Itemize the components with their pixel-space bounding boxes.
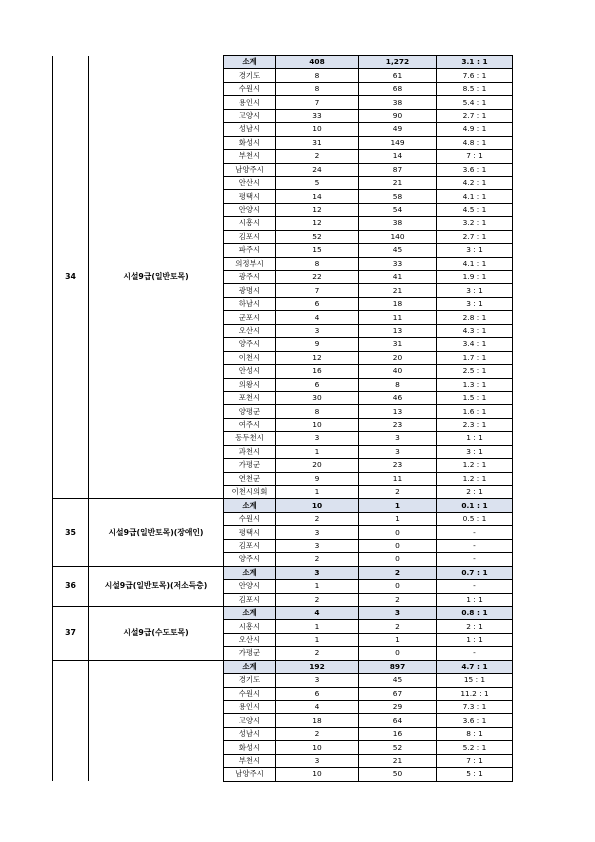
group-title: 시설9급(일반토목)(저소득층): [89, 566, 224, 606]
ratio-cell: 7.3 : 1: [437, 701, 513, 714]
positions-cell: 3: [276, 432, 359, 445]
ratio-cell: -: [437, 647, 513, 660]
positions-cell: 6: [276, 378, 359, 391]
group-number: 34: [53, 56, 89, 499]
positions-cell: 20: [276, 459, 359, 472]
positions-cell: 10: [276, 418, 359, 431]
applicants-cell: 46: [359, 391, 437, 404]
applicants-cell: 40: [359, 365, 437, 378]
ratio-cell: 3.4 : 1: [437, 338, 513, 351]
applicants-cell: 1: [359, 499, 437, 512]
positions-cell: 1: [276, 633, 359, 646]
applicants-cell: 3: [359, 606, 437, 619]
region-cell: 소계: [224, 499, 276, 512]
applicants-cell: 0: [359, 539, 437, 552]
ratio-cell: 0.5 : 1: [437, 512, 513, 525]
group-title: 시설9급(수도토목): [89, 606, 224, 660]
applicants-cell: 2: [359, 593, 437, 606]
region-cell: 광명시: [224, 284, 276, 297]
applicants-cell: 0: [359, 553, 437, 566]
positions-cell: 12: [276, 351, 359, 364]
positions-cell: 16: [276, 365, 359, 378]
applicants-cell: 38: [359, 96, 437, 109]
ratio-cell: 3 : 1: [437, 297, 513, 310]
positions-cell: 4: [276, 606, 359, 619]
ratio-cell: 3.2 : 1: [437, 217, 513, 230]
applicants-cell: 0: [359, 580, 437, 593]
subtotal-row: [53, 660, 513, 673]
applicants-cell: 49: [359, 123, 437, 136]
region-cell: 가평군: [224, 459, 276, 472]
region-cell: 연천군: [224, 472, 276, 485]
region-cell: 남양주시: [224, 163, 276, 176]
subtotal-row: [53, 606, 513, 619]
applicants-cell: 3: [359, 432, 437, 445]
ratio-cell: 8.5 : 1: [437, 82, 513, 95]
region-cell: 안양시: [224, 203, 276, 216]
positions-cell: 12: [276, 217, 359, 230]
ratio-cell: 15 : 1: [437, 674, 513, 687]
ratio-cell: 1.2 : 1: [437, 459, 513, 472]
ratio-cell: 1 : 1: [437, 432, 513, 445]
region-cell: 소계: [224, 606, 276, 619]
positions-cell: 4: [276, 311, 359, 324]
ratio-cell: 2 : 1: [437, 620, 513, 633]
applicants-cell: 23: [359, 459, 437, 472]
applicants-cell: 1,272: [359, 56, 437, 69]
applicants-cell: 18: [359, 297, 437, 310]
ratio-cell: 4.9 : 1: [437, 123, 513, 136]
region-cell: 고양시: [224, 109, 276, 122]
region-cell: 부천시: [224, 150, 276, 163]
applicants-cell: 33: [359, 257, 437, 270]
applicants-cell: 87: [359, 163, 437, 176]
ratio-cell: 4.7 : 1: [437, 660, 513, 673]
ratio-cell: 2.5 : 1: [437, 365, 513, 378]
positions-cell: 2: [276, 512, 359, 525]
applicants-cell: 8: [359, 378, 437, 391]
ratio-cell: 4.8 : 1: [437, 136, 513, 149]
ratio-cell: 1.2 : 1: [437, 472, 513, 485]
applicants-cell: 16: [359, 727, 437, 740]
positions-cell: 6: [276, 297, 359, 310]
region-cell: 성남시: [224, 123, 276, 136]
positions-cell: 31: [276, 136, 359, 149]
region-cell: 양주시: [224, 338, 276, 351]
region-cell: 파주시: [224, 244, 276, 257]
region-cell: 광주시: [224, 271, 276, 284]
subtotal-row: [53, 566, 513, 579]
positions-cell: 30: [276, 391, 359, 404]
positions-cell: 8: [276, 257, 359, 270]
positions-cell: 24: [276, 163, 359, 176]
ratio-cell: -: [437, 553, 513, 566]
applicants-cell: 11: [359, 472, 437, 485]
applicants-cell: 29: [359, 701, 437, 714]
positions-cell: 9: [276, 338, 359, 351]
positions-cell: 5: [276, 176, 359, 189]
region-cell: 수원시: [224, 687, 276, 700]
positions-cell: 192: [276, 660, 359, 673]
ratio-cell: 3 : 1: [437, 284, 513, 297]
region-cell: 양주시: [224, 553, 276, 566]
region-cell: 김포시: [224, 539, 276, 552]
region-cell: 하남시: [224, 297, 276, 310]
ratio-cell: 0.8 : 1: [437, 606, 513, 619]
region-cell: 평택시: [224, 526, 276, 539]
applicants-cell: 2: [359, 620, 437, 633]
region-cell: 부천시: [224, 754, 276, 767]
region-cell: 용인시: [224, 701, 276, 714]
group-title: [89, 660, 224, 781]
applicants-cell: 21: [359, 754, 437, 767]
applicants-cell: 50: [359, 768, 437, 781]
positions-cell: 9: [276, 472, 359, 485]
positions-cell: 8: [276, 69, 359, 82]
ratio-cell: 5.4 : 1: [437, 96, 513, 109]
ratio-cell: 4.1 : 1: [437, 190, 513, 203]
group-title: 시설9급(일반토목)(장애인): [89, 499, 224, 566]
ratio-cell: 3.6 : 1: [437, 714, 513, 727]
applicants-cell: 2: [359, 486, 437, 499]
ratio-cell: 1.7 : 1: [437, 351, 513, 364]
applicants-cell: 58: [359, 190, 437, 203]
applicants-cell: 0: [359, 647, 437, 660]
positions-cell: 33: [276, 109, 359, 122]
ratio-cell: 4.5 : 1: [437, 203, 513, 216]
ratio-cell: 3 : 1: [437, 445, 513, 458]
positions-cell: 1: [276, 445, 359, 458]
region-cell: 경기도: [224, 69, 276, 82]
applicants-cell: 13: [359, 405, 437, 418]
applicants-cell: 140: [359, 230, 437, 243]
applicants-cell: 21: [359, 284, 437, 297]
positions-cell: 8: [276, 405, 359, 418]
applicants-cell: 149: [359, 136, 437, 149]
ratio-cell: 1.9 : 1: [437, 271, 513, 284]
applicants-cell: 1: [359, 512, 437, 525]
subtotal-row: [53, 499, 513, 512]
positions-cell: 10: [276, 499, 359, 512]
positions-cell: 2: [276, 647, 359, 660]
applicants-cell: 2: [359, 566, 437, 579]
ratio-cell: 3.6 : 1: [437, 163, 513, 176]
subtotal-row: [53, 56, 513, 69]
applicants-cell: 14: [359, 150, 437, 163]
region-cell: 여주시: [224, 418, 276, 431]
region-cell: 이천시: [224, 351, 276, 364]
region-cell: 포천시: [224, 391, 276, 404]
region-cell: 경기도: [224, 674, 276, 687]
applicants-cell: 897: [359, 660, 437, 673]
ratio-cell: 2.7 : 1: [437, 109, 513, 122]
group-number: [53, 660, 89, 781]
applicants-cell: 3: [359, 445, 437, 458]
positions-cell: 14: [276, 190, 359, 203]
ratio-cell: 1 : 1: [437, 593, 513, 606]
applicants-cell: 38: [359, 217, 437, 230]
applicants-cell: 21: [359, 176, 437, 189]
applicants-cell: 61: [359, 69, 437, 82]
ratio-cell: 7.6 : 1: [437, 69, 513, 82]
ratio-cell: 11.2 : 1: [437, 687, 513, 700]
positions-cell: 22: [276, 271, 359, 284]
positions-cell: 408: [276, 56, 359, 69]
ratio-cell: -: [437, 539, 513, 552]
group-title: 시설9급(일반토목): [89, 56, 224, 499]
region-cell: 과천시: [224, 445, 276, 458]
region-cell: 소계: [224, 56, 276, 69]
positions-cell: 2: [276, 553, 359, 566]
region-cell: 화성시: [224, 136, 276, 149]
positions-cell: 3: [276, 526, 359, 539]
applicants-cell: 67: [359, 687, 437, 700]
positions-cell: 3: [276, 566, 359, 579]
applicants-cell: 23: [359, 418, 437, 431]
applicants-cell: 45: [359, 244, 437, 257]
positions-cell: 7: [276, 284, 359, 297]
positions-cell: 12: [276, 203, 359, 216]
region-cell: 시흥시: [224, 217, 276, 230]
ratio-cell: 3 : 1: [437, 244, 513, 257]
applicants-cell: 64: [359, 714, 437, 727]
region-cell: 안양시: [224, 580, 276, 593]
ratio-cell: 1.3 : 1: [437, 378, 513, 391]
ratio-cell: 3.1 : 1: [437, 56, 513, 69]
ratio-cell: -: [437, 526, 513, 539]
ratio-cell: 7 : 1: [437, 150, 513, 163]
region-cell: 안산시: [224, 176, 276, 189]
region-cell: 가평군: [224, 647, 276, 660]
applicants-cell: 41: [359, 271, 437, 284]
region-cell: 군포시: [224, 311, 276, 324]
positions-cell: 3: [276, 754, 359, 767]
positions-cell: 10: [276, 741, 359, 754]
region-cell: 이천시의회: [224, 486, 276, 499]
competition-rate-table: [52, 55, 513, 782]
region-cell: 의정부시: [224, 257, 276, 270]
positions-cell: 3: [276, 674, 359, 687]
applicants-cell: 11: [359, 311, 437, 324]
positions-cell: 6: [276, 687, 359, 700]
region-cell: 안성시: [224, 365, 276, 378]
region-cell: 오산시: [224, 633, 276, 646]
ratio-cell: 0.7 : 1: [437, 566, 513, 579]
region-cell: 동두천시: [224, 432, 276, 445]
positions-cell: 2: [276, 150, 359, 163]
positions-cell: 52: [276, 230, 359, 243]
positions-cell: 8: [276, 82, 359, 95]
region-cell: 남양주시: [224, 768, 276, 781]
positions-cell: 1: [276, 486, 359, 499]
applicants-cell: 0: [359, 526, 437, 539]
region-cell: 소계: [224, 660, 276, 673]
region-cell: 시흥시: [224, 620, 276, 633]
positions-cell: 4: [276, 701, 359, 714]
region-cell: 의왕시: [224, 378, 276, 391]
ratio-cell: -: [437, 580, 513, 593]
applicants-cell: 54: [359, 203, 437, 216]
positions-cell: 1: [276, 580, 359, 593]
region-cell: 김포시: [224, 593, 276, 606]
region-cell: 용인시: [224, 96, 276, 109]
ratio-cell: 0.1 : 1: [437, 499, 513, 512]
ratio-cell: 2 : 1: [437, 486, 513, 499]
positions-cell: 2: [276, 593, 359, 606]
ratio-cell: 4.3 : 1: [437, 324, 513, 337]
region-cell: 평택시: [224, 190, 276, 203]
ratio-cell: 7 : 1: [437, 754, 513, 767]
ratio-cell: 5 : 1: [437, 768, 513, 781]
applicants-cell: 13: [359, 324, 437, 337]
ratio-cell: 1 : 1: [437, 633, 513, 646]
applicants-cell: 68: [359, 82, 437, 95]
positions-cell: 2: [276, 727, 359, 740]
ratio-cell: 1.5 : 1: [437, 391, 513, 404]
ratio-cell: 5.2 : 1: [437, 741, 513, 754]
region-cell: 수원시: [224, 512, 276, 525]
ratio-cell: 4.2 : 1: [437, 176, 513, 189]
region-cell: 양평군: [224, 405, 276, 418]
applicants-cell: 52: [359, 741, 437, 754]
positions-cell: 3: [276, 539, 359, 552]
region-cell: 고양시: [224, 714, 276, 727]
positions-cell: 3: [276, 324, 359, 337]
region-cell: 오산시: [224, 324, 276, 337]
ratio-cell: 8 : 1: [437, 727, 513, 740]
region-cell: 김포시: [224, 230, 276, 243]
applicants-cell: 1: [359, 633, 437, 646]
positions-cell: 15: [276, 244, 359, 257]
ratio-cell: 4.1 : 1: [437, 257, 513, 270]
ratio-cell: 2.8 : 1: [437, 311, 513, 324]
applicants-cell: 31: [359, 338, 437, 351]
ratio-cell: 2.7 : 1: [437, 230, 513, 243]
positions-cell: 1: [276, 620, 359, 633]
applicants-cell: 90: [359, 109, 437, 122]
region-cell: 수원시: [224, 82, 276, 95]
positions-cell: 18: [276, 714, 359, 727]
positions-cell: 10: [276, 768, 359, 781]
region-cell: 성남시: [224, 727, 276, 740]
group-number: 36: [53, 566, 89, 606]
region-cell: 화성시: [224, 741, 276, 754]
positions-cell: 7: [276, 96, 359, 109]
applicants-cell: 45: [359, 674, 437, 687]
applicants-cell: 20: [359, 351, 437, 364]
ratio-cell: 1.6 : 1: [437, 405, 513, 418]
group-number: 35: [53, 499, 89, 566]
region-cell: 소계: [224, 566, 276, 579]
group-number: 37: [53, 606, 89, 660]
ratio-cell: 2.3 : 1: [437, 418, 513, 431]
positions-cell: 10: [276, 123, 359, 136]
